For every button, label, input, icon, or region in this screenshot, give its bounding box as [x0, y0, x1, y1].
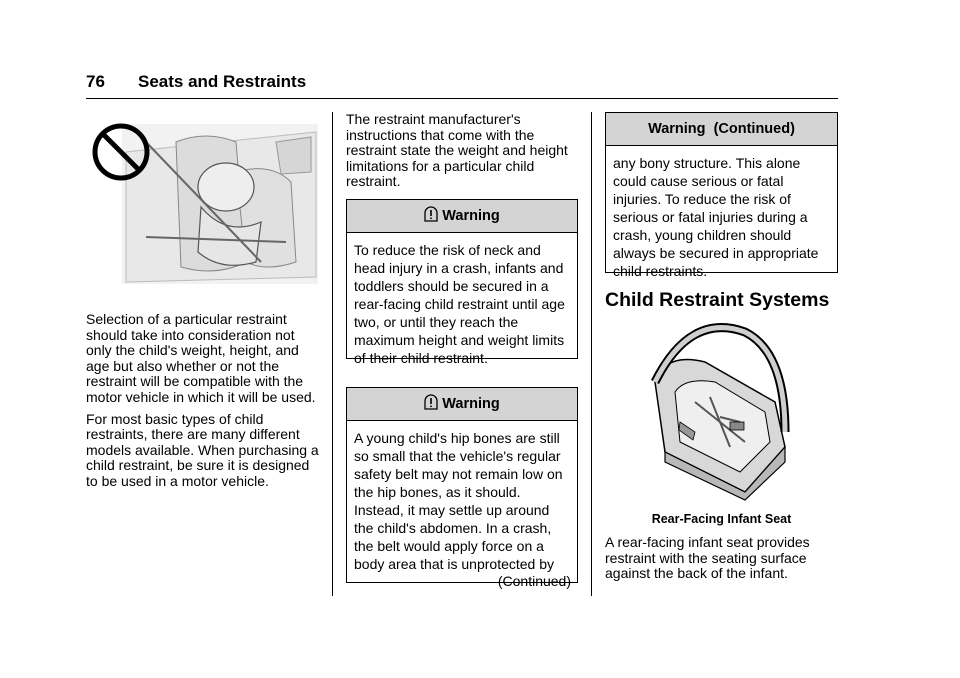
- rear-facing-infant-seat-illustration: [635, 322, 815, 502]
- page-number: 76: [86, 72, 105, 91]
- warning-text: To reduce the risk of neck and head injury in a crash, infants and toddlers should be secured in a rear-facing child restraint until age two, or until they reach the maximum height and weight limits of their child restraint.: [354, 242, 565, 366]
- paragraph: For most basic types of child restraints, there are many different models available. When purchasing a child restraint, be sure it is designed to be used in a motor vehicle.: [86, 410, 319, 489]
- section-title: Seats and Restraints: [138, 72, 307, 91]
- warning-header: [606, 113, 837, 146]
- paragraph: The restraint manufacturer's instructions that come with the restraint state the weight and height limitations for a particular child restraint.: [346, 111, 568, 190]
- warning-text: any bony structure. This alone could cause serious or fatal injuries. To reduce the risk of serious or fatal injuries during a crash, young children should always be secured in appropriate child restraints.: [613, 155, 819, 279]
- figure-caption: Rear-Facing Infant Seat: [651, 512, 792, 526]
- child-in-adult-seat-illustration: [86, 112, 320, 292]
- warning-box-continued: [605, 112, 838, 279]
- column-2: [346, 112, 578, 190]
- paragraph: Selection of a particular restraint should take into consideration not only the child's weight, height, and age but also whether or not the restraint will be compatible with the motor vehicle in which it will be used.: [86, 311, 316, 405]
- page-header: [86, 70, 838, 99]
- warning-title: Warning: [442, 208, 500, 224]
- warning-icon: [424, 206, 438, 226]
- warning-text: A young child's hip bones are still so small that the vehicle's regular safety belt may not remain low on the hip bones, as it should. Instead, it may settle up around the child's abdomen. In a crash, the belt would apply force on a body area that is unprotected by: [354, 430, 563, 572]
- warning-title: Warning (Continued): [648, 121, 795, 137]
- warning-header: [347, 388, 577, 421]
- warning-box: [346, 387, 578, 589]
- column-divider-right: [591, 112, 592, 596]
- column-1: [86, 112, 320, 490]
- continued-label: (Continued): [497, 573, 571, 589]
- warning-icon: [424, 394, 438, 414]
- column-divider-left: [332, 112, 333, 596]
- warning-box: [346, 199, 578, 366]
- paragraph: A rear-facing infant seat provides restraint with the seating surface against the back of the infant.: [605, 534, 810, 582]
- warning-title: Warning: [442, 396, 500, 412]
- warning-header: [347, 200, 577, 233]
- section-heading: Child Restraint Systems: [605, 289, 830, 311]
